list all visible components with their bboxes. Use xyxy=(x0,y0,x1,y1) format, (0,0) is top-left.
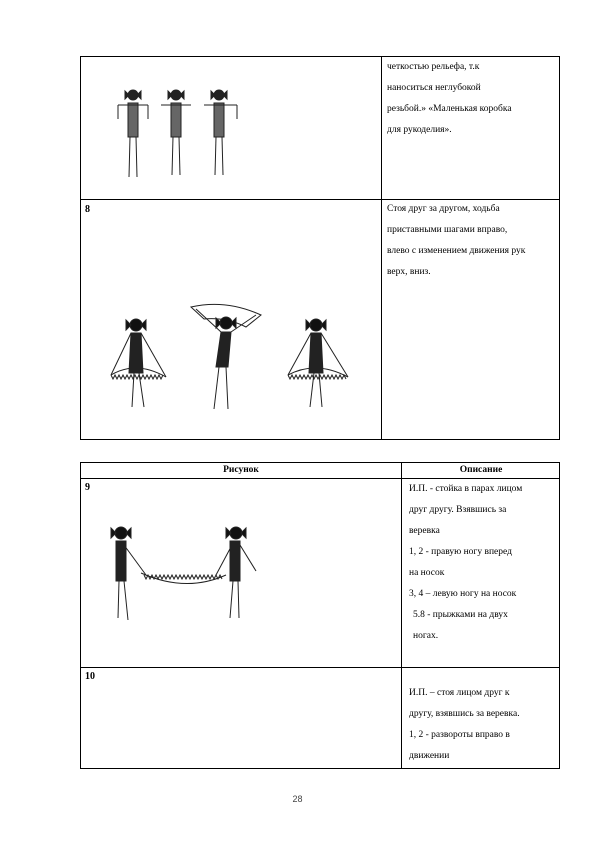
row-description xyxy=(387,199,559,283)
row-number: 10 xyxy=(85,671,95,682)
description-line: 3, 4 – левую ногу на носок xyxy=(409,589,517,599)
column-divider xyxy=(381,57,382,439)
description-line: для рукоделия». xyxy=(387,125,452,135)
description-line: другу, взявшись за веревка. xyxy=(409,709,520,719)
row-description xyxy=(409,479,555,647)
header-figure: Рисунок xyxy=(223,465,259,475)
exercise-table-2 xyxy=(80,462,560,769)
description-line: верх, вниз. xyxy=(387,267,431,277)
description-line: И.П. – стоя лицом друг к xyxy=(409,688,510,698)
description-line: влево с изменением движения рук xyxy=(387,246,526,256)
column-divider xyxy=(401,463,402,768)
description-line: резьбой.» «Маленькая коробка xyxy=(387,104,512,114)
description-line: Стоя друг за другом, ходьба xyxy=(387,204,500,214)
description-line: 1, 2 - развороты вправо в xyxy=(409,730,510,740)
row-number: 9 xyxy=(85,482,90,493)
description-line: приставными шагами вправо, xyxy=(387,225,508,235)
description-line: на носок xyxy=(409,568,445,578)
row-number: 8 xyxy=(85,204,90,215)
row-description xyxy=(409,683,555,767)
description-line: 1, 2 - правую ногу вперед xyxy=(409,547,512,557)
description-line: наноситься неглубокой xyxy=(387,83,481,93)
page-number: 28 xyxy=(292,794,303,804)
description-line: движении xyxy=(409,751,450,761)
description-line: 5.8 - прыжками на двух xyxy=(413,610,508,620)
row-description xyxy=(387,57,559,141)
description-line: друг другу. Взявшись за xyxy=(409,505,507,515)
description-line: веревка xyxy=(409,526,440,536)
description-line: четкостью рельефа, т.к xyxy=(387,62,480,72)
three-dancers-skirts-drawing xyxy=(106,297,361,422)
description-line: ногах. xyxy=(413,631,439,641)
header-description: Описание xyxy=(459,465,503,475)
three-figures-drawing xyxy=(103,85,253,185)
description-line: И.П. - стойка в парах лицом xyxy=(409,484,523,494)
exercise-table-1 xyxy=(80,56,560,440)
row-divider xyxy=(81,667,559,668)
two-figures-rope-drawing xyxy=(106,523,281,633)
